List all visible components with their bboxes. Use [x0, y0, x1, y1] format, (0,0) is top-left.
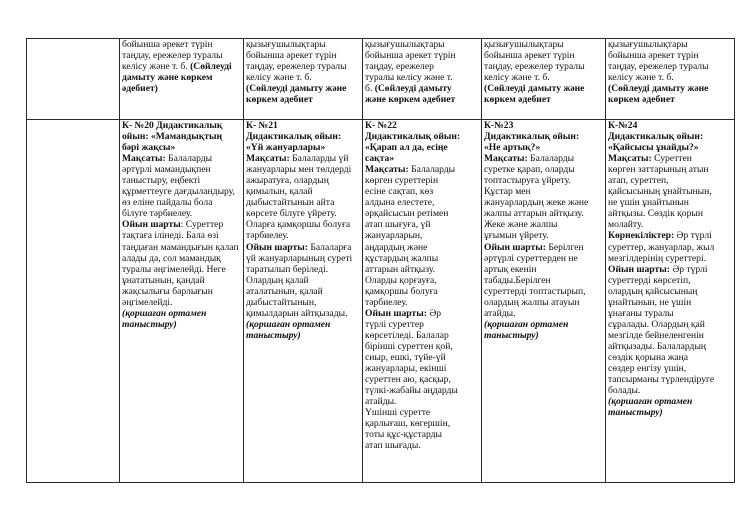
- game-title: К- №21 Дидактикалық ойын: «Үй жануарлары»: [246, 120, 342, 154]
- cell-game-21: К- №21 Дидактикалық ойын: «Үй жануарлары» Мақсаты: Балаларды үй жануарлары мен төлдерді ажыратуға, олардың қимылын, қалай дыбыстайтынын айта көрсете білуге үйрету. Оларға қамқоршы болуға тәрбиелеу. Ойын шарты: Балаларға үй жануарларының суреті таратылып беріледі. Олардың қалай аталатынын, қалай дыбыстайтынын, қимылдарын айтқызады. (қоршаған ортамен таныстыру): [244, 120, 363, 483]
- subject-tag: (қоршаған ортамен таныстыру): [484, 318, 569, 341]
- game-title: К-№24 Дидактикалық ойын: «Қайсысы ұнайды?»: [608, 120, 704, 154]
- cell-day-3-play-choice: қызығушылықтары бойынша әрекет түрін таңдау, ережелер туралы келісу және т. б. (Сөйлеуді дамыту және көркем әдебиет: [363, 39, 482, 120]
- lesson-plan-page: [26, 38, 720, 483]
- game-title: К- №22 Дидактикалық ойын: «Қарап ал да, есіңе сақта»: [365, 120, 461, 165]
- cell-day-4-play-choice: қызығушылықтары бойынша әрекет түрін таңдау, ережелер туралы келісу және т. б. (Сөйлеуді дамыту және көркем әдебиет: [482, 39, 606, 120]
- label-cell: [27, 120, 120, 483]
- lesson-plan-table: [26, 38, 735, 483]
- table-row-didactic-games: [27, 120, 735, 483]
- cell-day-1-play-choice: бойынша әрекет түрін таңдау, ережелер туралы келісу және т. б. (Сөйлеуді дамыту және көркем әдебиет): [120, 39, 244, 120]
- table-row-play-choice: [27, 39, 735, 120]
- cell-game-20: К- №20 Дидактикалық ойын: «Мамандықтың бәрі жақсы» Мақсаты: Балаларды әртүрлі мамандықпен таныстыру, еңбекті құрметтеуге дағдыландыру, өз еліне пайдалы бола білуге тәрбиелеу. Ойын шарты: Суреттер тақтаға ілінеді. Бала өзі таңдаған мамандығын қалап алады да, сол мамандық туралы әңгімелейді. Неге ұнататынын, қандай жақсылығы барлығын әңгімелейді. (қоршаған ортамен таныстыру): [120, 120, 244, 483]
- subject-tag: (қоршаған ортамен таныстыру): [246, 318, 331, 341]
- game-title: К- №20 Дидактикалық ойын: «Мамандықтың бәрі жақсы»: [122, 120, 223, 154]
- cell-game-23: К-№23 Дидактикалық ойын: «Не артық?» Мақсаты: Балаларды суретке қарап, оларды топтастыруға үйрету. Құстар мен жануарлардың жеке және жалпы аттарын айтқызу. Жеке және жалпы ұғымын үйрету. Ойын шарты: Берілген әртүрлі суреттерден не артық екенін табады.Берілген суреттерді топтастырып, олардың жалпы атауын атайды. (қоршаған ортамен таныстыру): [482, 120, 606, 483]
- cell-game-22: К- №22 Дидактикалық ойын: «Қарап ал да, есіңе сақта» Мақсаты: Балаларды көрген суреттерін есіне сақтап, көз алдына елестете, әрқайсысын ретімен атап шығуға, үй жануарларын, аңдардың және құстардың жалпы аттарын айтқызу. Оларды қорғауға, қамқоршы болуға тәрбиелеу. Ойын шарты: Әр түрлі суреттер көрсетіледі. Балалар бірінші суреттен қой, сиыр, ешкі, түйе-үй жануарлары, екінші суреттен аю, қасқыр, түлкі-жабайы аңдарды атайды. Үшінші суретте қарлығаш, көгершін, тоты құс-құстарды атап шығады.: [363, 120, 482, 483]
- label-cell: [27, 39, 120, 120]
- cell-day-5-play-choice: қызығушылықтары бойынша әрекет түрін таңдау, ережелер туралы келісу және т. б. (Сөйлеуді дамыту және көркем әдебиет: [606, 39, 735, 120]
- subject-tag: (қоршаған ортамен таныстыру): [608, 396, 693, 419]
- cell-game-24: К-№24 Дидактикалық ойын: «Қайсысы ұнайды?» Мақсаты: Суреттен көрген заттарының атын атап, суреттеп, қайсысының ұнайтынын, не үшін ұнайтынын айтқызы. Сөздік қорын молайту. Көрнекіліктер: Әр түрлі суреттер, жануарлар, жыл мезгілдерінің суреттері. Ойын шарты: Әр түрлі суреттерді көрсетіп, олардың қайсысының ұнайтынын, не үшін ұнағаны туралы сұралады. Олардың қай мезгілде бейнеленгенін айтқызады. Балалардың сөздік қорына жаңа сөздер енгізу үшін, тапсырманы түрлендіруге болады. (қоршаған ортамен таныстыру): [606, 120, 735, 483]
- subject-tag: (қоршаған ортамен таныстыру): [122, 307, 207, 330]
- cell-day-2-play-choice: қызығушылықтары бойынша әрекет түрін таңдау, ережелер туралы келісу және т. б. (Сөйлеуді дамыту және көркем әдебиет: [244, 39, 363, 120]
- game-title: К-№23 Дидактикалық ойын: «Не артық?»: [484, 120, 580, 154]
